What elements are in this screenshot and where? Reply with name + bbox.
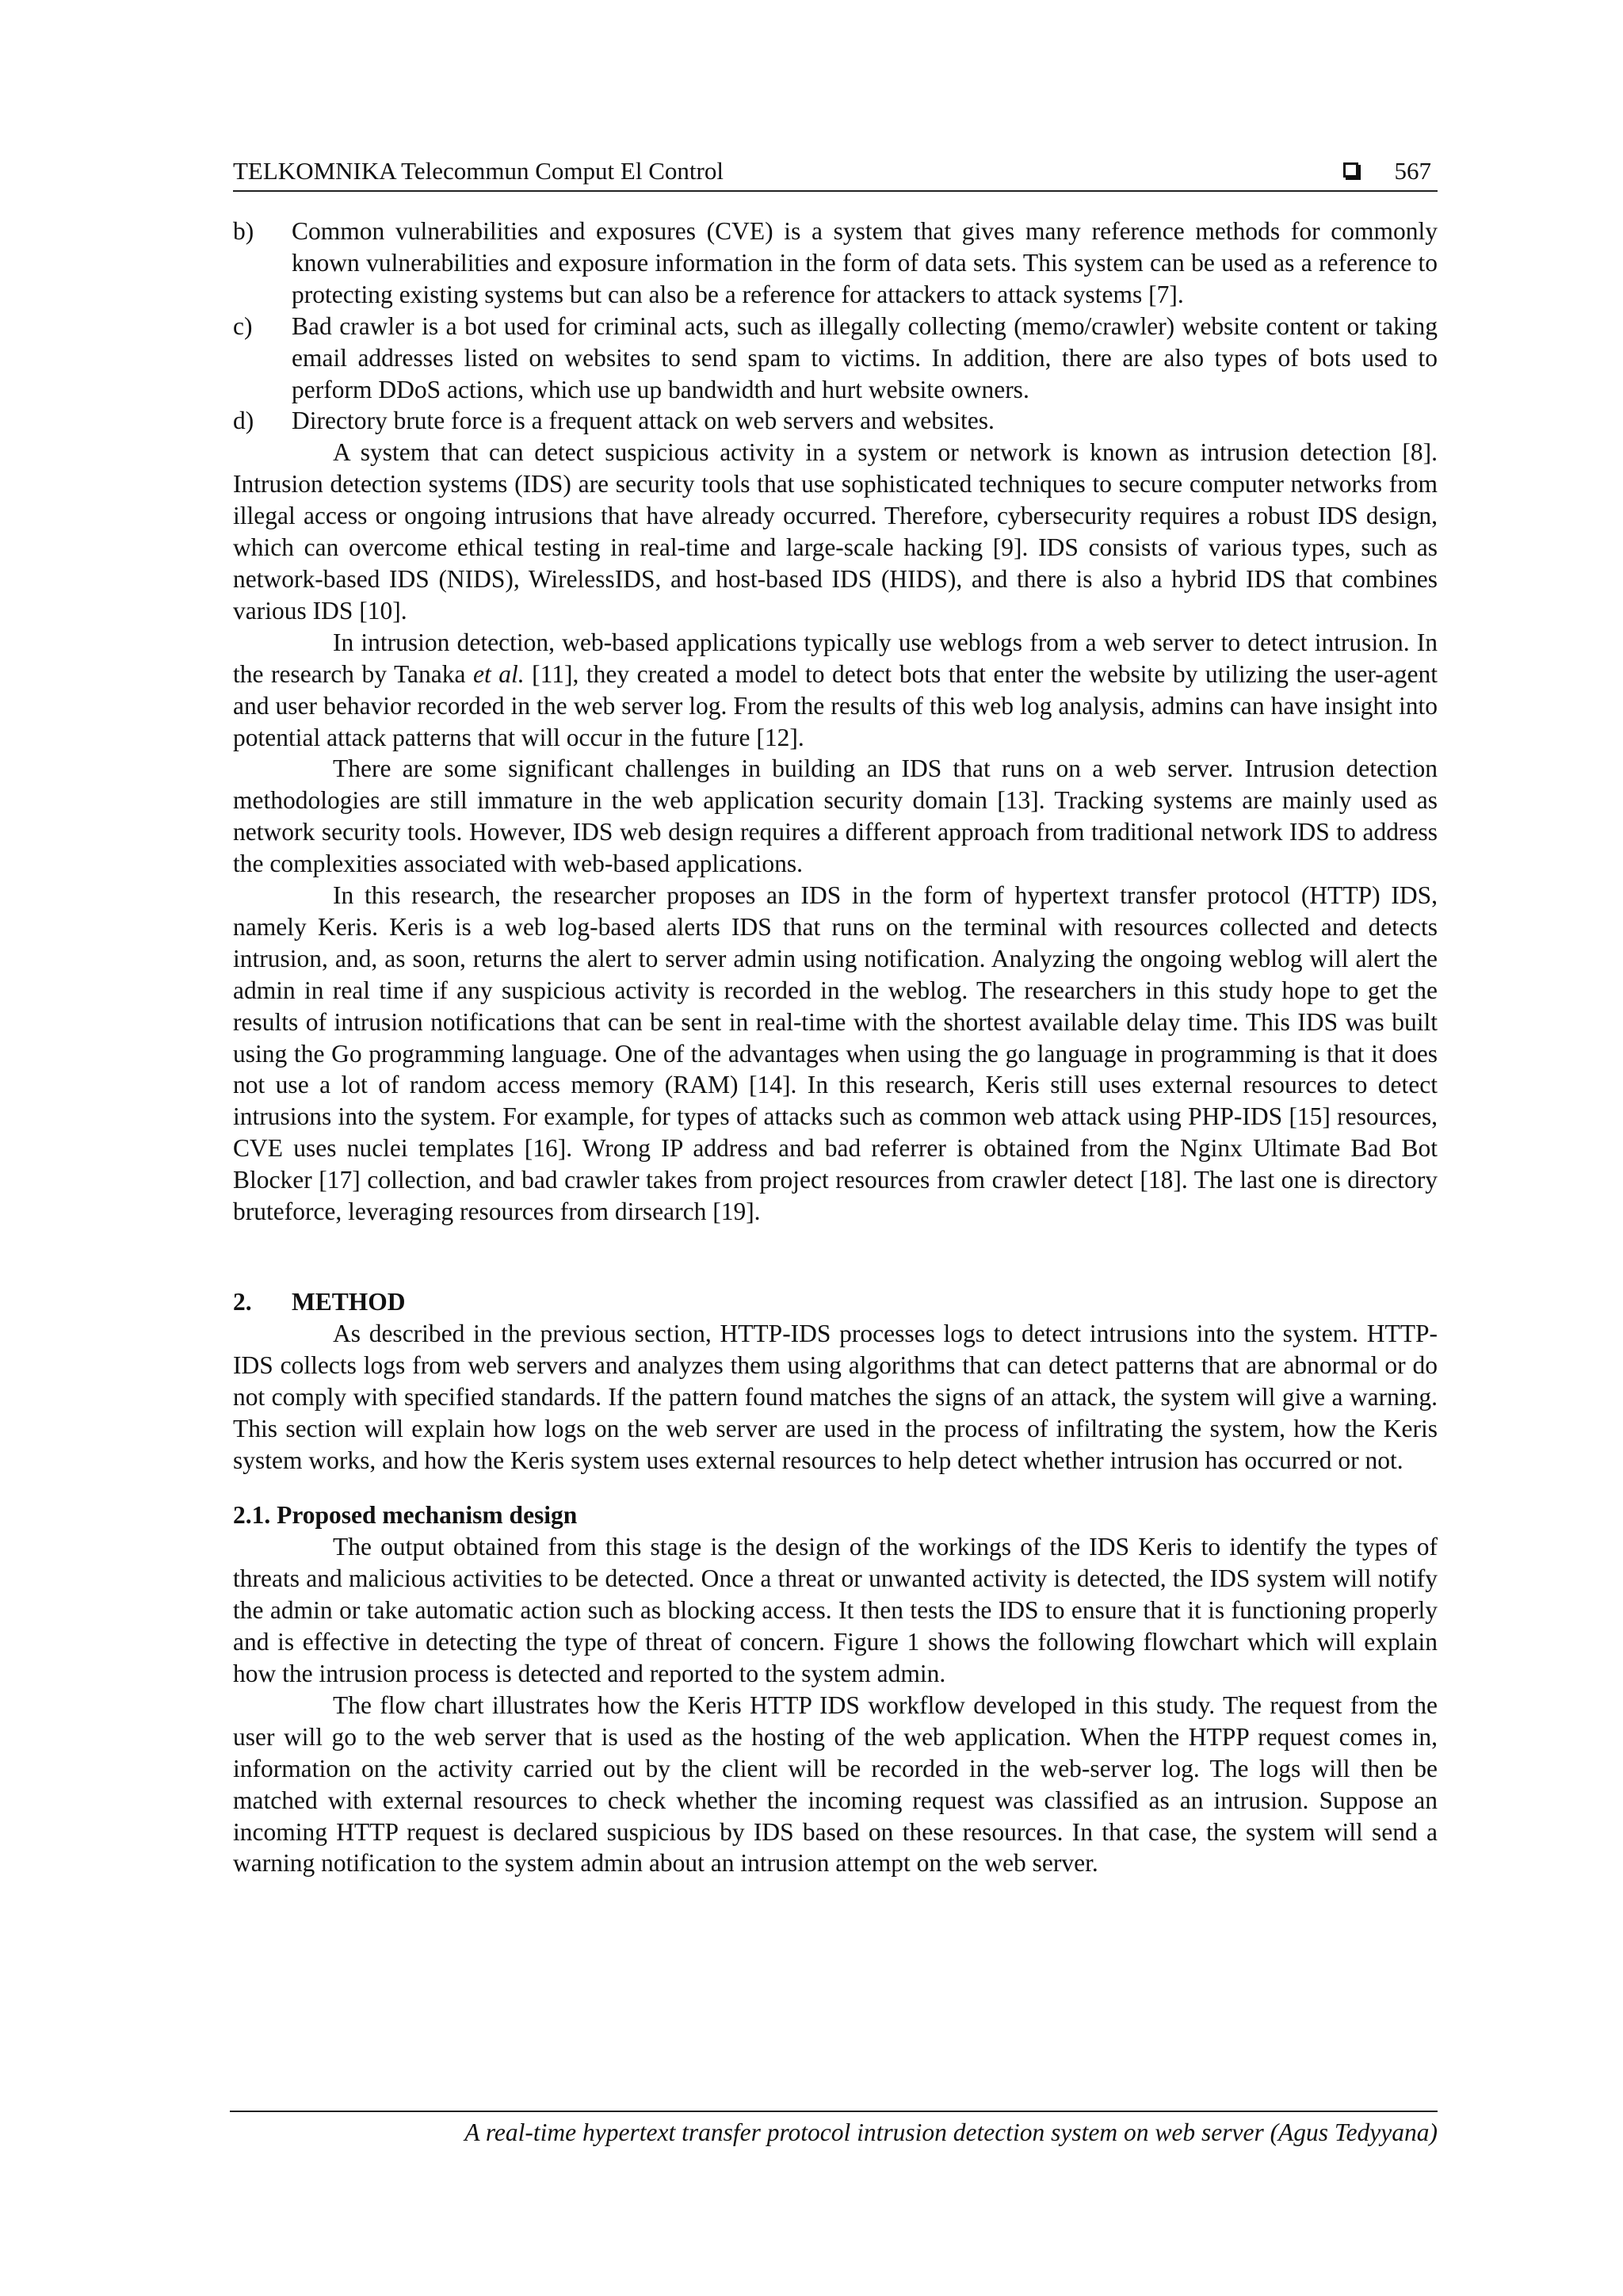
italic-citation: et al.: [472, 659, 525, 688]
paragraph-keris: In this research, the researcher proposes an IDS in the form of hypertext transfer protocol (HTTP) IDS, namely Keris. Keris is a web log-based alerts IDS that runs on the terminal with resources collected and detects intrusion, and, as soon, returns the alert to server admin using notification. Analyzing the ongoing weblog will alert the admin in real time if any suspicious activity is recorded in the weblog. The researchers in this study hope to get the results of intrusion notifications that can be sent in real-time with the shortest available delay time. This IDS was built using the Go programming language. One of the advantages when using the go language in programming is that it does not use a lot of random access memory (RAM) [14]. In this research, Keris still uses external resources to detect intrusions into the system. For example, for types of attacks such as common web attack using PHP-IDS [15] resources, CVE uses nuclei templates [16]. Wrong IP address and bad referrer is obtained from the Nginx Ultimate Bad Bot Blocker [17] collection, and bad crawler takes from project resources from crawler detect [18]. The last one is directory bruteforce, leveraging resources from dirsearch [19].: [233, 881, 1438, 1226]
paragraph-tanaka: [233, 627, 1438, 754]
running-header: [233, 155, 1438, 192]
list-text: Directory brute force is a frequent attack on web servers and websites.: [292, 407, 995, 435]
section-heading: [233, 1286, 1438, 1318]
paragraph-mechanism: The output obtained from this stage is the design of the workings of the IDS Keris to identify the types of threats and malicious activities to be detected. Once a threat or unwanted activity is detected, the IDS system will notify the admin or take automatic action such as blocking access. It then tests the IDS to ensure that it is functioning properly and is effective in detecting the type of threat of concern. Figure 1 shows the following flowchart which will explain how the intrusion process is detected and reported to the system admin.: [233, 1533, 1438, 1687]
list-item: [233, 311, 1438, 406]
footer-rule: [230, 2111, 1438, 2112]
paragraph-flowchart: The flow chart illustrates how the Keris HTTP IDS workflow developed in this study. The request from the user will go to the web server that is used as the hosting of the web application. When the HTPP request comes in, information on the activity carried out by the client will be recorded in the web-server log. The logs will then be matched with external resources to check whether the incoming request was classified as an intrusion. Suppose an incoming HTTP request is declared suspicious by IDS based on these resources. In that case, the system will send a warning notification to the system admin about an intrusion attempt on the web server.: [233, 1690, 1438, 1878]
paragraph-ids-definition: A system that can detect suspicious activity in a system or network is known as intrusion detection [8]. Intrusion detection systems (IDS) are security tools that use sophisticated techniques to secure computer networks from illegal access or ongoing intrusions that have already occurred. Therefore, cybersecurity requires a robust IDS design, which can overcome ethical testing in real-time and large-scale hacking [9]. IDS consists of various types, such as network-based IDS (NIDS), WirelessIDS, and host-based IDS (HIDS), and there is also a hybrid IDS that combines various IDS [10].: [233, 438, 1438, 625]
body-text: [233, 216, 1438, 1879]
page-number: 567: [1394, 157, 1431, 185]
list-letter: d): [233, 407, 254, 435]
list-text: Bad crawler is a bot used for criminal acts, such as illegally collecting (memo/crawler) website content or taking email addresses listed on websites to send spam to victims. In addition, there are also types of bots used to perform DDoS actions, which use up bandwidth and hurt website owners.: [292, 311, 1438, 403]
paragraph-text: In intrusion detection, web-based applications typically use weblogs from a web server to detect intrusion. In the research by Tanaka: [233, 628, 1438, 688]
list-item: [233, 216, 1438, 311]
checkbox-glyph-icon: [1343, 162, 1358, 178]
journal-name: TELKOMNIKA Telecommun Comput El Control: [233, 157, 724, 185]
paragraph-method: As described in the previous section, HTTP-IDS processes logs to detect intrusions into the system. HTTP-IDS collects logs from web servers and analyzes them using algorithms that can detect patterns that are abnormal or do not comply with specified standards. If the pattern found matches the signs of an attack, the system will give a warning. This section will explain how logs on the web server are used in the process of infiltrating the system, how the Keris system works, and how the Keris system uses external resources to help detect whether intrusion has occurred or not.: [233, 1319, 1438, 1474]
section-number: 2.: [233, 1288, 252, 1316]
section-title: METHOD: [292, 1288, 406, 1316]
running-footer: A real-time hypertext transfer protocol intrusion detection system on web server (Agus Tedyyana): [464, 2118, 1438, 2146]
list-letter: b): [233, 217, 254, 245]
paragraph-challenges: There are some significant challenges in building an IDS that runs on a web server. Intrusion detection methodologies are still immature in the web application security domain [13]. Tracking systems are mainly used as network security tools. However, IDS web design requires a different approach from traditional network IDS to address the complexities associated with web-based applications.: [233, 755, 1438, 878]
list-item: [233, 405, 1438, 437]
list-text: Common vulnerabilities and exposures (CVE) is a system that gives many reference methods for commonly known vulnerabilities and exposure information in the form of data sets. This system can be used as a reference to protecting existing systems but can also be a reference for attackers to attack systems [7].: [292, 217, 1438, 308]
paragraph-text: [11], they created a model to detect bots that enter the website by utilizing the user-agent and user behavior recorded in the web server log. From the results of this web log analysis, admins can have insight into potential attack patterns that will occur in the future [12].: [233, 659, 1438, 751]
list-letter: c): [233, 311, 253, 340]
subsection-heading: 2.1. Proposed mechanism design: [233, 1501, 578, 1530]
